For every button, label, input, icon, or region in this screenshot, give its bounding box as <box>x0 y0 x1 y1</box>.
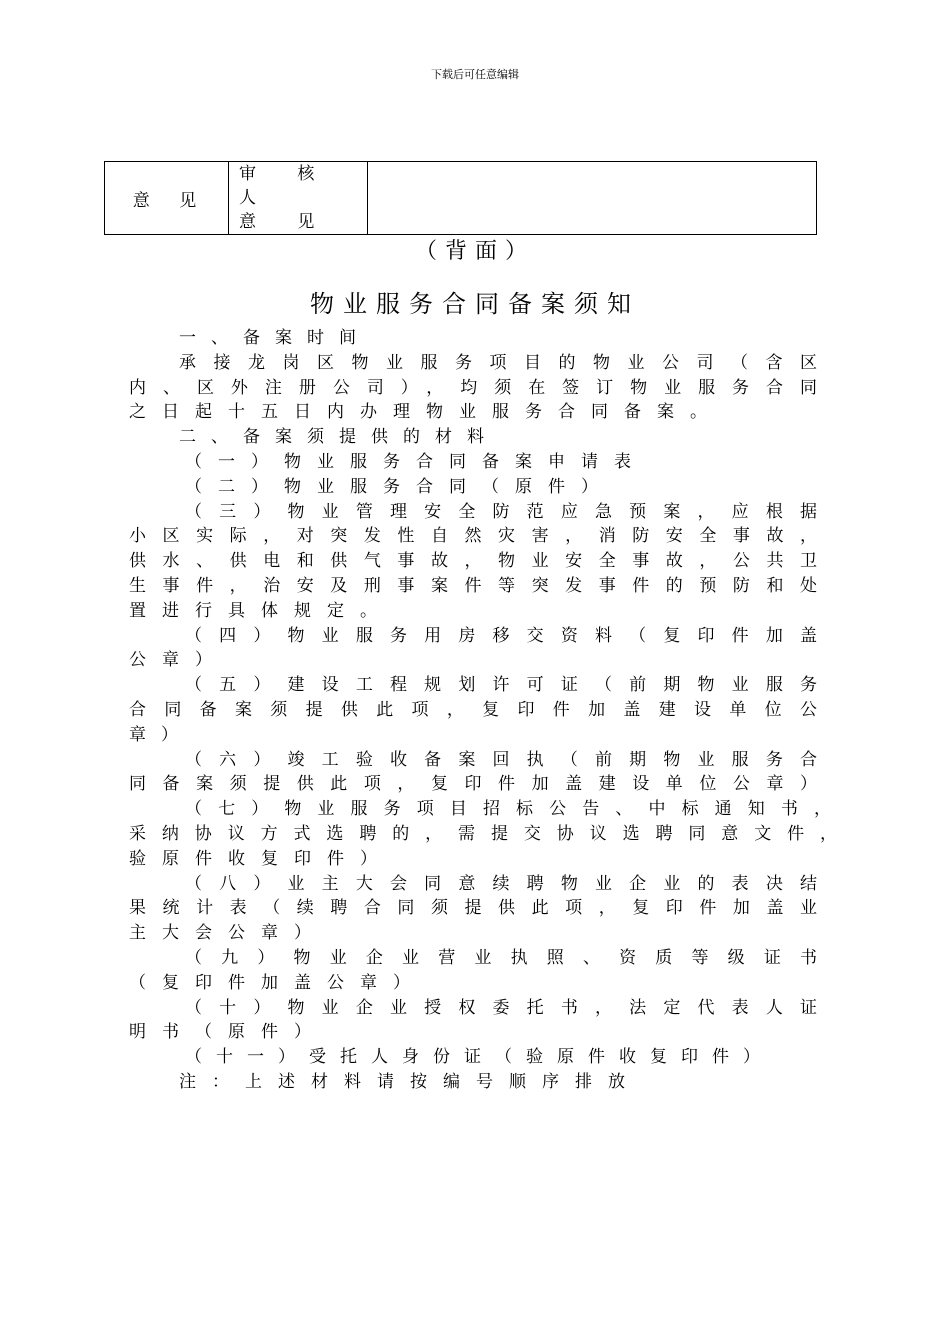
list-item-line: 置进行具体规定。 <box>129 600 393 621</box>
list-item-line: 小区实际，对突发性自然灾害，消防安全事故， <box>129 526 817 547</box>
opinion-label: 意 见 <box>105 162 229 235</box>
document-body <box>129 326 837 1095</box>
list-item: （二）物业服务合同（原件） <box>185 476 614 497</box>
note-line: 注：上述材料请按编号顺序排放 <box>179 1071 641 1092</box>
list-item: （六）竣工验收备案回执（前期物业服务合 <box>185 749 817 770</box>
reviewer-opinion-line1: 审 核 人 <box>239 164 333 208</box>
list-item: （三）物业管理安全防范应急预案，应根据 <box>185 501 817 522</box>
section-heading: 一、备案时间 <box>179 328 371 348</box>
list-item: （九）物业企业营业执照、资质等级证书 <box>185 947 817 968</box>
list-item: （五）建设工程规划许可证（前期物业服务 <box>185 675 817 696</box>
list-item-line: 明书（原件） <box>129 1022 327 1043</box>
reviewer-opinion-line2: 意 见 <box>239 212 333 232</box>
list-item-line: 验原件收复印件） <box>129 848 393 869</box>
page-header-note: 下载后可任意编辑 <box>431 68 519 81</box>
reviewer-opinion-label <box>229 162 368 235</box>
list-item: （十）物业企业授权委托书，法定代表人证 <box>185 997 817 1018</box>
list-item: （八）业主大会同意续聘物业企业的表决结 <box>185 873 817 894</box>
list-item-line: （复印件加盖公章） <box>129 972 426 993</box>
list-item: （七）物业服务项目招标公告、中标通知书， <box>185 799 831 820</box>
opinion-table <box>104 161 817 235</box>
list-item-line: 果统计表（续聘合同须提供此项，复印件加盖业 <box>129 898 817 919</box>
paragraph-line: 承接龙岗区物业服务项目的物业公司（含区 <box>179 352 817 373</box>
list-item-line: 主大会公章） <box>129 923 327 944</box>
back-side-label: （背面） <box>414 239 535 264</box>
list-item: （十一）受托人身份证（验原件收复印件） <box>185 1047 774 1068</box>
list-item-line: 合同备案须提供此项，复印件加盖建设单位公 <box>129 699 817 720</box>
list-item: （四）物业服务用房移交资料（复印件加盖 <box>185 625 817 646</box>
section-heading: 二、备案须提供的材料 <box>179 427 499 448</box>
list-item-line: 供水、供电和供气事故，物业安全事故，公共卫 <box>129 551 817 572</box>
list-item-line: 采纳协议方式选聘的，需提交协议选聘同意文件， <box>129 823 837 844</box>
list-item-line: 生事件，治安及刑事案件等突发事件的预防和处 <box>129 575 817 596</box>
paragraph-line: 之日起十五日内办理物业服务合同备案。 <box>129 402 723 423</box>
list-item-line: 同备案须提供此项，复印件加盖建设单位公章） <box>129 774 817 795</box>
list-item: （一）物业服务合同备案申请表 <box>185 451 647 472</box>
reviewer-opinion-content <box>368 162 817 235</box>
opinion-row <box>105 162 817 235</box>
paragraph-line: 内、区外注册公司），均须在签订物业服务合同 <box>129 377 817 398</box>
document-title: 物业服务合同备案须知 <box>310 290 640 318</box>
list-item-line: 公章） <box>129 650 228 671</box>
list-item-line: 章） <box>129 724 193 745</box>
